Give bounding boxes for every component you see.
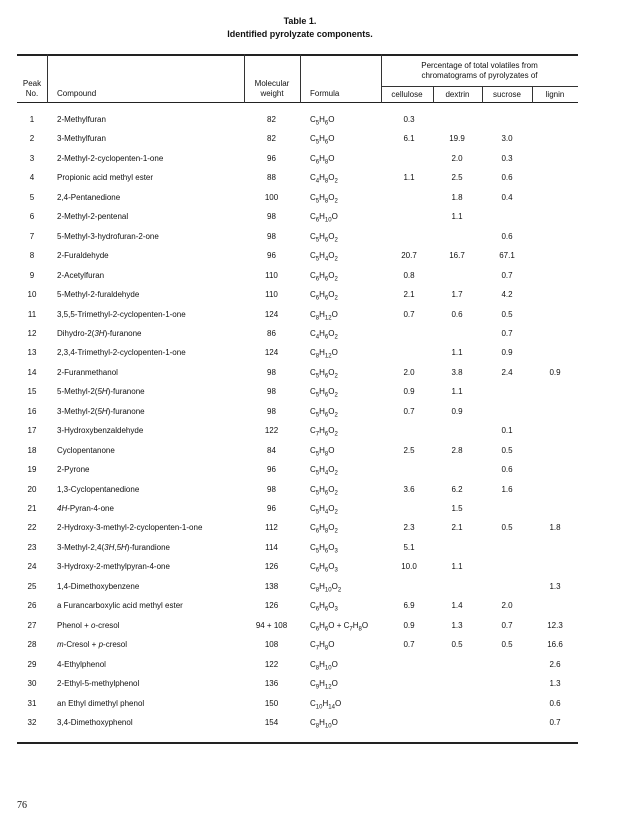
cell-compound: 2-Methylfuran bbox=[57, 115, 106, 124]
cell-formula: $C_5H_6O_2$ bbox=[310, 231, 338, 244]
cell-dextrin: 0.6 bbox=[451, 309, 463, 319]
cell-formula: $C_5H_6O_3$ bbox=[310, 542, 338, 555]
cell-formula: $C_5H_6O_2$ bbox=[310, 406, 338, 419]
cell-peak: 29 bbox=[27, 659, 37, 669]
cell-compound: 3-Methyl-2(5H)-furanone bbox=[57, 406, 145, 416]
cell-compound: Cyclopentanone bbox=[57, 445, 115, 455]
cell-lignin: 0.7 bbox=[549, 717, 561, 727]
table-row bbox=[0, 542, 631, 561]
table-row bbox=[0, 289, 631, 308]
cell-peak: 19 bbox=[27, 465, 37, 475]
cell-sucrose: 0.3 bbox=[501, 153, 513, 163]
cell-lignin: 16.6 bbox=[547, 640, 563, 650]
cell-peak: 26 bbox=[27, 601, 37, 611]
cell-sucrose: 0.6 bbox=[501, 173, 513, 183]
cell-mw: 122 bbox=[264, 426, 279, 436]
table-row bbox=[0, 503, 631, 522]
cell-sucrose: 0.1 bbox=[501, 426, 513, 436]
header-compound: Compound bbox=[57, 89, 97, 98]
cell-sucrose: 4.2 bbox=[501, 290, 513, 300]
cell-dextrin: 1.1 bbox=[451, 212, 463, 222]
cell-dextrin: 0.5 bbox=[451, 640, 463, 650]
cell-mw: 84 bbox=[267, 445, 276, 455]
cell-dextrin: 1.1 bbox=[451, 348, 463, 358]
cell-formula: $C_6H_8O$ bbox=[310, 153, 335, 166]
cell-formula: $C_9H_{12}O$ bbox=[310, 679, 338, 691]
cell-lignin: 0.6 bbox=[549, 698, 561, 708]
cell-compound: 5-Methyl-2-furaldehyde bbox=[57, 290, 140, 300]
cell-cellulose: 0.7 bbox=[403, 309, 415, 319]
header-lignin: lignin bbox=[545, 90, 565, 99]
cell-peak: 8 bbox=[29, 251, 35, 261]
cell-peak: 16 bbox=[27, 406, 37, 416]
cell-formula: $C_4H_6O_2$ bbox=[310, 328, 338, 341]
cell-mw: 98 bbox=[267, 212, 276, 222]
cell-peak: 7 bbox=[29, 231, 35, 241]
header-cellulose: cellulose bbox=[391, 90, 423, 99]
cell-compound: 4H-Pyran-4-one bbox=[57, 504, 114, 513]
cell-peak: 14 bbox=[27, 367, 37, 377]
cell-peak: 9 bbox=[29, 270, 35, 280]
table-row bbox=[0, 522, 631, 541]
cell-dextrin: 1.4 bbox=[451, 601, 463, 611]
cell-sucrose: 0.6 bbox=[501, 465, 513, 475]
cell-mw: 94 + 108 bbox=[255, 620, 288, 630]
cell-cellulose: 3.6 bbox=[403, 484, 415, 494]
cell-sucrose: 3.0 bbox=[501, 134, 513, 144]
table-row bbox=[0, 386, 631, 405]
cell-mw: 82 bbox=[267, 134, 276, 144]
cell-peak: 21 bbox=[27, 504, 37, 513]
cell-formula: $C_5H_4O_2$ bbox=[310, 504, 338, 516]
cell-sucrose: 0.5 bbox=[501, 309, 513, 319]
cell-lignin: 1.8 bbox=[549, 523, 561, 533]
cell-cellulose: 20.7 bbox=[401, 251, 417, 261]
cell-dextrin: 1.1 bbox=[451, 562, 463, 572]
cell-lignin: 1.3 bbox=[549, 581, 561, 591]
cell-dextrin: 1.7 bbox=[451, 290, 463, 300]
cell-lignin: 0.9 bbox=[549, 367, 561, 377]
table-row bbox=[0, 698, 631, 717]
cell-peak: 6 bbox=[29, 212, 35, 222]
cell-dextrin: 1.8 bbox=[451, 192, 463, 202]
cell-dextrin: 1.1 bbox=[451, 387, 463, 397]
cell-formula: $C_6H_6O_3$ bbox=[310, 562, 338, 574]
table-row bbox=[0, 250, 631, 269]
cell-mw: 136 bbox=[264, 679, 279, 689]
table-row bbox=[0, 464, 631, 483]
table-row bbox=[0, 231, 631, 250]
cell-sucrose: 2.4 bbox=[501, 367, 513, 377]
cell-formula: $C_8H_{10}O_2$ bbox=[310, 581, 342, 594]
cell-peak: 15 bbox=[27, 387, 37, 397]
cell-cellulose: 0.7 bbox=[403, 406, 415, 416]
cell-dextrin: 3.8 bbox=[451, 367, 463, 377]
cell-mw: 126 bbox=[264, 562, 279, 572]
cell-formula: $C_5H_6O_2$ bbox=[310, 484, 338, 497]
cell-lignin: 2.6 bbox=[549, 659, 561, 669]
cell-mw: 88 bbox=[267, 173, 276, 183]
header-percentage-span: Percentage of total volatiles from chromatograms of pyrolyzates of bbox=[421, 61, 538, 80]
column-divider bbox=[300, 54, 301, 103]
cell-compound: 2,4-Pentanedione bbox=[57, 192, 121, 202]
table-row bbox=[0, 600, 631, 619]
cell-compound: 2-Acetylfuran bbox=[57, 270, 105, 280]
page-number: 76 bbox=[17, 800, 27, 811]
cell-sucrose: 0.7 bbox=[501, 270, 513, 280]
cell-formula: $C_5H_4O_2$ bbox=[310, 465, 338, 477]
cell-formula: $C_6H_6O_3$ bbox=[310, 601, 338, 613]
table-row bbox=[0, 678, 631, 697]
cell-mw: 154 bbox=[264, 717, 279, 727]
cell-compound: 2-Hydroxy-3-methyl-2-cyclopenten-1-one bbox=[57, 523, 203, 533]
cell-peak: 30 bbox=[27, 679, 37, 689]
cell-compound: 3-Methyl-2,4(3H,5H)-furandione bbox=[57, 542, 170, 552]
table-row bbox=[0, 114, 631, 133]
cell-cellulose: 0.8 bbox=[403, 270, 415, 280]
cell-dextrin: 2.5 bbox=[451, 173, 463, 183]
cell-lignin: 12.3 bbox=[547, 620, 563, 630]
cell-compound: 3,4-Dimethoxyphenol bbox=[57, 717, 133, 727]
cell-compound: an Ethyl dimethyl phenol bbox=[57, 698, 145, 708]
cell-compound: 2-Pyrone bbox=[57, 465, 90, 475]
table-row bbox=[0, 328, 631, 347]
cell-dextrin: 6.2 bbox=[451, 484, 463, 494]
cell-peak: 22 bbox=[27, 523, 37, 533]
cell-cellulose: 2.3 bbox=[403, 523, 415, 533]
cell-dextrin: 1.3 bbox=[451, 620, 463, 630]
cell-mw: 98 bbox=[267, 231, 276, 241]
cell-formula: $C_6H_{10}O$ bbox=[310, 212, 338, 224]
cell-formula: $C_8H_{12}O$ bbox=[310, 309, 338, 322]
cell-dextrin: 2.1 bbox=[451, 523, 463, 533]
cell-mw: 98 bbox=[267, 484, 276, 494]
cell-cellulose: 10.0 bbox=[401, 562, 417, 572]
cell-mw: 138 bbox=[264, 581, 279, 591]
table-row bbox=[0, 172, 631, 191]
cell-formula: $C_6H_6O_2$ bbox=[310, 290, 338, 302]
cell-cellulose: 6.1 bbox=[403, 134, 415, 144]
cell-compound: 3-Hydroxy-2-methylpyran-4-one bbox=[57, 562, 170, 572]
cell-formula: $C_8H_{10}O$ bbox=[310, 717, 338, 730]
cell-peak: 3 bbox=[29, 153, 35, 163]
cell-sucrose: 0.7 bbox=[501, 328, 513, 338]
cell-compound: a Furancarboxylic acid methyl ester bbox=[57, 601, 183, 611]
cell-compound: 2,3,4-Trimethyl-2-cyclopenten-1-one bbox=[57, 348, 186, 358]
cell-mw: 98 bbox=[267, 406, 276, 416]
cell-mw: 96 bbox=[267, 251, 276, 261]
cell-cellulose: 0.3 bbox=[403, 115, 415, 124]
bottom-rule bbox=[17, 742, 578, 744]
cell-mw: 112 bbox=[265, 523, 278, 533]
header-rule bbox=[17, 102, 578, 103]
cell-sucrose: 0.6 bbox=[501, 231, 513, 241]
table-subtitle: Identified pyrolyzate components. bbox=[227, 29, 373, 39]
cell-compound: 5-Methyl-2(5H)-furanone bbox=[57, 387, 145, 397]
cell-cellulose: 5.1 bbox=[403, 542, 415, 552]
cell-sucrose: 0.7 bbox=[501, 620, 513, 630]
cell-compound: 2-Methyl-2-cyclopenten-1-one bbox=[57, 153, 164, 163]
table-row bbox=[0, 347, 631, 366]
cell-formula: $C_8H_{12}O$ bbox=[310, 348, 338, 360]
header-formula: Formula bbox=[310, 89, 340, 98]
cell-mw: 126 bbox=[264, 601, 279, 611]
cell-dextrin: 1.5 bbox=[451, 504, 463, 513]
table-row bbox=[0, 717, 631, 736]
cell-sucrose: 1.6 bbox=[501, 484, 513, 494]
table-row bbox=[0, 367, 631, 386]
cell-sucrose: 0.4 bbox=[501, 192, 513, 202]
cell-peak: 20 bbox=[27, 484, 37, 494]
cell-mw: 110 bbox=[265, 270, 278, 280]
cell-compound: 3-Methylfuran bbox=[57, 134, 106, 144]
table-title: Table 1. bbox=[283, 16, 317, 26]
table-row bbox=[0, 620, 631, 639]
cell-mw: 82 bbox=[267, 115, 276, 124]
cell-dextrin: 2.8 bbox=[451, 445, 463, 455]
cell-formula: $C_5H_4O_2$ bbox=[310, 251, 338, 263]
span-rule bbox=[381, 86, 578, 87]
table-row bbox=[0, 659, 631, 678]
cell-mw: 108 bbox=[264, 640, 279, 650]
cell-cellulose: 2.1 bbox=[403, 290, 415, 300]
table-row bbox=[0, 309, 631, 328]
cell-mw: 100 bbox=[264, 192, 279, 202]
header-peak: Peak No. bbox=[22, 79, 42, 98]
cell-compound: Dihydro-2(3H)-furanone bbox=[57, 328, 142, 338]
cell-compound: Propionic acid methyl ester bbox=[57, 173, 154, 183]
cell-formula: $C_7H_8O$ bbox=[310, 640, 335, 652]
top-rule bbox=[17, 54, 578, 56]
cell-compound: 2-Furaldehyde bbox=[57, 251, 109, 261]
cell-dextrin: 16.7 bbox=[449, 251, 465, 261]
table-row bbox=[0, 561, 631, 580]
cell-dextrin: 0.9 bbox=[451, 406, 463, 416]
table-row bbox=[0, 425, 631, 444]
cell-peak: 1 bbox=[29, 115, 35, 124]
table-row bbox=[0, 484, 631, 503]
cell-mw: 122 bbox=[264, 659, 279, 669]
table-row bbox=[0, 270, 631, 289]
cell-peak: 31 bbox=[27, 698, 37, 708]
cell-lignin: 1.3 bbox=[549, 679, 561, 689]
cell-peak: 12 bbox=[27, 328, 37, 338]
cell-dextrin: 2.0 bbox=[451, 153, 463, 163]
table-row bbox=[0, 639, 631, 658]
cell-compound: Phenol + o-cresol bbox=[57, 620, 120, 630]
cell-peak: 24 bbox=[27, 562, 37, 572]
cell-compound: 1,4-Dimethoxybenzene bbox=[57, 581, 140, 591]
cell-cellulose: 0.7 bbox=[403, 640, 415, 650]
cell-formula: $C_5H_6O$ bbox=[310, 115, 335, 127]
cell-formula: $C_4H_8O_2$ bbox=[310, 173, 338, 185]
cell-formula: $C_5H_8O_2$ bbox=[310, 192, 338, 205]
cell-sucrose: 2.0 bbox=[501, 601, 513, 611]
cell-mw: 114 bbox=[265, 542, 278, 552]
cell-sucrose: 0.5 bbox=[501, 523, 513, 533]
cell-compound: 2-Methyl-2-pentenal bbox=[57, 212, 129, 222]
cell-mw: 124 bbox=[264, 348, 279, 358]
cell-formula: $C_7H_6O_2$ bbox=[310, 426, 338, 438]
cell-cellulose: 0.9 bbox=[403, 387, 415, 397]
cell-formula: $C_8H_{10}O$ bbox=[310, 659, 338, 672]
cell-compound: 5-Methyl-3-hydrofuran-2-one bbox=[57, 231, 159, 241]
column-divider bbox=[47, 54, 48, 103]
cell-peak: 4 bbox=[29, 173, 35, 183]
cell-formula: $C_{10}H_{14}O$ bbox=[310, 698, 342, 711]
table-row bbox=[0, 445, 631, 464]
cell-formula: $C_6H_8O_2$ bbox=[310, 523, 338, 536]
cell-sucrose: 0.5 bbox=[501, 640, 513, 650]
cell-mw: 86 bbox=[267, 328, 276, 338]
cell-formula: $C_6H_6O_2$ bbox=[310, 270, 338, 283]
cell-mw: 96 bbox=[267, 465, 276, 475]
header-dextrin: dextrin bbox=[445, 90, 470, 99]
cell-peak: 13 bbox=[27, 348, 37, 358]
cell-mw: 110 bbox=[265, 290, 278, 300]
cell-cellulose: 2.0 bbox=[403, 367, 415, 377]
cell-compound: 4-Ethylphenol bbox=[57, 659, 106, 669]
cell-cellulose: 6.9 bbox=[403, 601, 415, 611]
cell-compound: 3-Hydroxybenzaldehyde bbox=[57, 426, 144, 436]
cell-formula: $C_5H_6O_2$ bbox=[310, 367, 338, 380]
cell-peak: 27 bbox=[27, 620, 37, 630]
cell-sucrose: 0.5 bbox=[501, 445, 513, 455]
table-row bbox=[0, 153, 631, 172]
cell-peak: 18 bbox=[27, 445, 37, 455]
cell-formula: $C_5H_6O_2$ bbox=[310, 387, 338, 399]
cell-mw: 124 bbox=[264, 309, 279, 319]
cell-peak: 28 bbox=[27, 640, 37, 650]
cell-sucrose: 67.1 bbox=[499, 251, 515, 261]
cell-cellulose: 2.5 bbox=[403, 445, 415, 455]
cell-peak: 5 bbox=[29, 192, 35, 202]
cell-peak: 2 bbox=[29, 134, 35, 144]
cell-compound: 2-Ethyl-5-methylphenol bbox=[57, 679, 140, 689]
cell-compound: 3,5,5-Trimethyl-2-cyclopenten-1-one bbox=[57, 309, 186, 319]
cell-mw: 98 bbox=[267, 387, 276, 397]
cell-sucrose: 0.9 bbox=[501, 348, 513, 358]
table-row bbox=[0, 211, 631, 230]
cell-mw: 96 bbox=[267, 153, 276, 163]
cell-compound: 2-Furanmethanol bbox=[57, 367, 118, 377]
table-row bbox=[0, 133, 631, 152]
cell-dextrin: 19.9 bbox=[449, 134, 465, 144]
cell-peak: 25 bbox=[27, 581, 37, 591]
cell-mw: 98 bbox=[267, 367, 276, 377]
header-sucrose: sucrose bbox=[492, 90, 521, 99]
cell-mw: 150 bbox=[264, 698, 279, 708]
table-row bbox=[0, 406, 631, 425]
header-molecular-weight: Molecular weight bbox=[254, 79, 290, 98]
cell-cellulose: 0.9 bbox=[403, 620, 415, 630]
cell-peak: 32 bbox=[27, 717, 37, 727]
cell-formula: $C_5H_6O$ bbox=[310, 134, 335, 147]
cell-mw: 96 bbox=[267, 504, 276, 513]
table-row bbox=[0, 581, 631, 600]
cell-peak: 10 bbox=[27, 290, 37, 300]
table-row bbox=[0, 192, 631, 211]
cell-peak: 17 bbox=[27, 426, 37, 436]
cell-cellulose: 1.1 bbox=[403, 173, 415, 183]
cell-compound: 1,3-Cyclopentanedione bbox=[57, 484, 140, 494]
cell-peak: 23 bbox=[27, 542, 37, 552]
cell-formula: $C_5H_8O$ bbox=[310, 445, 335, 458]
cell-compound: m-Cresol + p-cresol bbox=[57, 640, 128, 650]
cell-peak: 11 bbox=[27, 309, 37, 319]
cell-formula: $C_6H_6O + C_7H_8O$ bbox=[310, 620, 369, 633]
